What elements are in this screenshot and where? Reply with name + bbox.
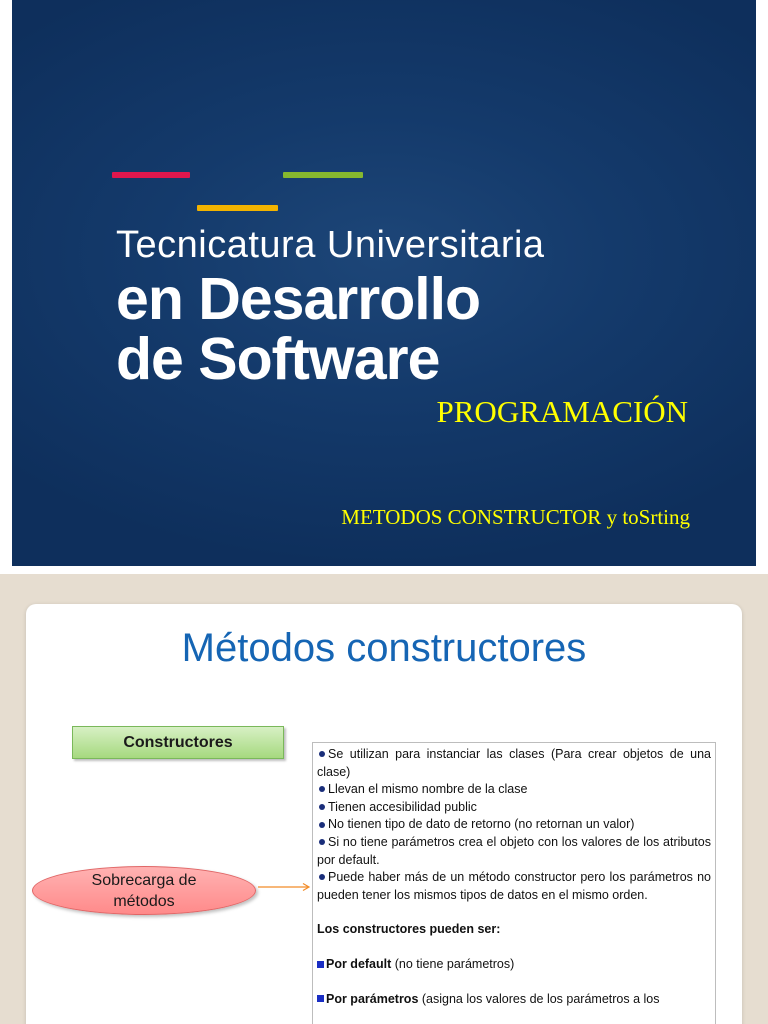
slide-gap <box>0 566 768 574</box>
sobrecarga-label: Sobrecarga de métodos <box>91 871 197 910</box>
slide-card <box>26 604 742 1024</box>
bullet-dot-icon <box>319 751 325 757</box>
accent-bar-green <box>283 172 363 178</box>
bullet-square-icon <box>317 995 324 1002</box>
title-line-1: Tecnicatura Universitaria <box>116 224 545 266</box>
types-heading: Los constructores pueden ser: <box>317 922 501 937</box>
content-slide <box>0 574 768 1024</box>
bullet-dot-icon <box>319 786 325 792</box>
topic-label: METODOS CONSTRUCTOR y toSrting <box>341 505 690 529</box>
bullet-item: No tienen tipo de dato de retorno (no retornan un valor) <box>317 816 711 834</box>
bullet-item: Llevan el mismo nombre de la clase <box>317 781 711 799</box>
bullet-dot-icon <box>319 874 325 880</box>
slide-title: Métodos constructores <box>181 626 587 670</box>
title-line-3: de Software <box>116 326 440 392</box>
sobrecarga-ellipse <box>32 866 256 915</box>
title-line-2: en Desarrollo <box>116 266 481 332</box>
bullet-item: Tienen accesibilidad public <box>317 799 711 817</box>
bullet-dot-icon <box>319 804 325 810</box>
accent-bar-yellow <box>197 205 278 211</box>
bullet-item: Se utilizan para instanciar las clases (Para crear objetos de una clase) <box>317 747 711 779</box>
constructores-box: Constructores <box>72 726 284 759</box>
bullet-square-icon <box>317 961 324 968</box>
type-item-parametros: Por parámetros (asigna los valores de los parámetros a los <box>317 991 711 1009</box>
bullet-item: Puede haber más de un método constructor pero los parámetros no pueden tener los mismos tipos de datos en el mismo orden. <box>317 870 711 902</box>
accent-bar-red <box>112 172 190 178</box>
arrow-icon <box>258 882 312 892</box>
title-slide <box>12 0 756 566</box>
constructor-details-textbox <box>312 742 716 1024</box>
subject-label: PROGRAMACIÓN <box>436 394 688 429</box>
bullet-dot-icon <box>319 822 325 828</box>
type-item-default: Por default (no tiene parámetros) <box>317 956 711 974</box>
bullet-dot-icon <box>319 839 325 845</box>
bullet-item: Si no tiene parámetros crea el objeto con los valores de los atributos por default. <box>317 834 711 867</box>
